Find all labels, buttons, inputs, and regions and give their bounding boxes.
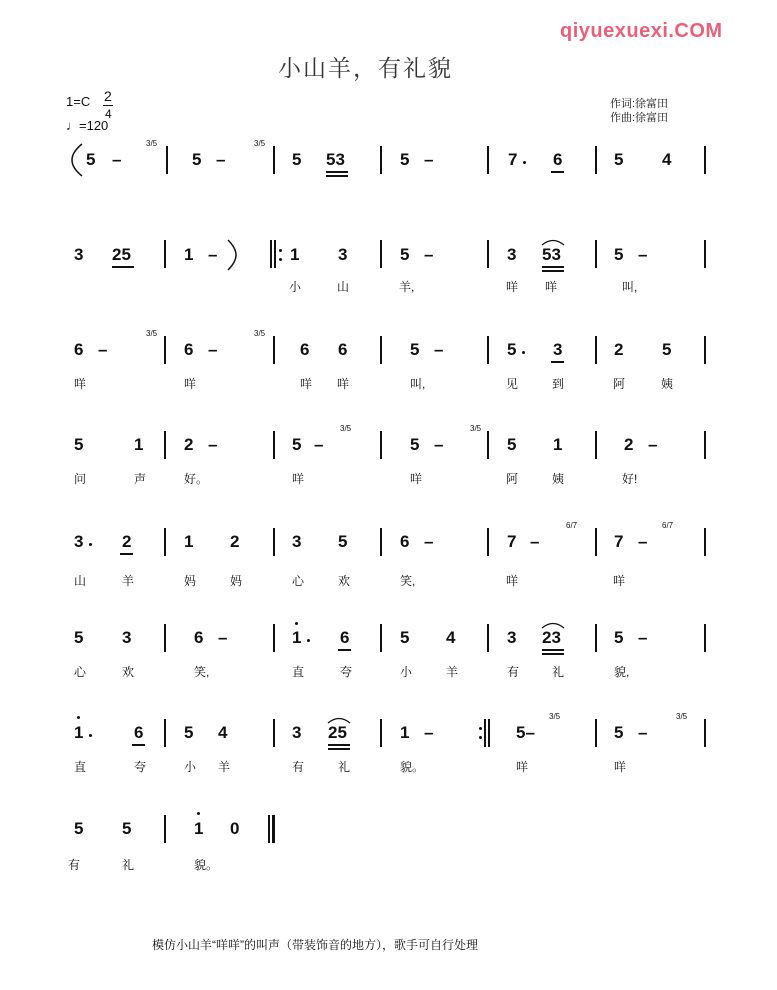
repeat-barline-thin	[484, 719, 486, 747]
barline	[704, 336, 706, 364]
barline	[164, 815, 166, 843]
repeat-dot	[479, 736, 482, 739]
underline	[328, 744, 350, 746]
lyric: 羊	[122, 574, 135, 588]
note: 2	[614, 340, 624, 359]
lyric: 小	[400, 665, 413, 679]
dash: –	[314, 435, 324, 454]
performance-note: 模仿小山羊“咩咩”的叫声（带装饰音的地方），歌手可自行处理	[152, 938, 478, 952]
barline	[595, 431, 597, 459]
note: 5	[86, 150, 96, 169]
repeat-dot	[479, 727, 482, 730]
note: 1	[290, 245, 300, 264]
lyric: 声	[134, 472, 147, 486]
note: 3	[122, 628, 132, 647]
barline	[704, 528, 706, 556]
high-octave-dot	[77, 716, 80, 719]
barline	[164, 336, 166, 364]
barline	[487, 431, 489, 459]
note: 6	[74, 340, 84, 359]
lyric: 有	[68, 858, 81, 872]
note: 3	[292, 532, 302, 551]
tempo-marking	[66, 118, 108, 133]
lyric: 礼	[552, 665, 565, 679]
barline	[273, 146, 275, 174]
final-barline-thin	[268, 815, 270, 843]
barline	[380, 336, 382, 364]
lyric: 叫,	[410, 377, 426, 391]
note: 5	[614, 723, 624, 742]
note: 6	[300, 340, 310, 359]
underline	[112, 266, 134, 268]
note-group: 25	[328, 723, 347, 742]
lyric: 咩	[506, 574, 519, 588]
dash: –	[218, 628, 228, 647]
lyric: 小	[289, 280, 302, 294]
dash: –	[638, 723, 648, 742]
note: 1	[553, 435, 563, 454]
note: 7	[614, 532, 624, 551]
repeat-dot	[279, 258, 282, 261]
note: 5	[338, 532, 348, 551]
barline	[487, 240, 489, 268]
dash: –	[638, 532, 648, 551]
note-group: 25	[112, 245, 131, 264]
lyric: 妈	[184, 574, 197, 588]
repeat-barline-thick	[270, 240, 272, 268]
note: 5	[184, 723, 194, 742]
lyric: 咩	[410, 472, 423, 486]
barline	[595, 624, 597, 652]
lyric: 阿	[506, 472, 519, 486]
lyric: 咩	[516, 760, 529, 774]
barline	[704, 431, 706, 459]
note: 6	[340, 628, 350, 647]
lyric: 到	[552, 377, 565, 391]
barline	[273, 624, 275, 652]
lyric: 姨	[552, 472, 565, 486]
lyric: 礼	[122, 858, 135, 872]
lyric: 见	[506, 377, 519, 391]
tempo-value: =120	[79, 118, 109, 133]
underline	[542, 649, 564, 651]
note: 5	[74, 628, 84, 647]
lyric: 问	[74, 472, 87, 486]
note: 2	[624, 435, 634, 454]
barline	[164, 719, 166, 747]
grace-note: 3/5	[470, 424, 482, 433]
dash: –	[638, 628, 648, 647]
note: 6	[400, 532, 410, 551]
note: 3	[74, 532, 84, 551]
note: 3	[338, 245, 348, 264]
underline	[120, 553, 133, 555]
lyric: 姨	[661, 377, 674, 391]
dash: –	[208, 435, 218, 454]
lyric: 咩	[337, 377, 350, 391]
note: 4	[662, 150, 672, 169]
underline	[551, 171, 564, 173]
underline	[551, 361, 564, 363]
grace-note: 3/5	[254, 139, 266, 148]
grace-note: 3/5	[549, 712, 561, 721]
lyric: 羊	[446, 665, 459, 679]
lyric: 心	[292, 574, 305, 588]
note: 3	[74, 245, 84, 264]
barline	[380, 146, 382, 174]
note: 1	[184, 532, 194, 551]
note: 0	[230, 819, 240, 838]
barline	[704, 240, 706, 268]
note-group: 53	[542, 245, 561, 264]
note: 2	[122, 532, 132, 551]
repeat-barline-thin	[274, 240, 276, 268]
lyric: 直	[74, 760, 87, 774]
note: 5	[507, 435, 517, 454]
time-signature-bottom: 4	[105, 107, 112, 121]
lyric: 羊,	[399, 280, 415, 294]
dash: –	[530, 532, 540, 551]
lyric: 欢	[338, 574, 351, 588]
lyric: 咩	[506, 280, 519, 294]
barline	[380, 528, 382, 556]
dash: –	[434, 340, 444, 359]
note-group: 53	[326, 150, 345, 169]
lyric: 阿	[613, 377, 626, 391]
underline	[542, 270, 564, 272]
barline	[273, 431, 275, 459]
lyric: 夸	[340, 665, 353, 679]
high-octave-dot	[295, 622, 298, 625]
note: 1	[400, 723, 410, 742]
note: 5	[400, 150, 410, 169]
barline	[595, 528, 597, 556]
barline	[595, 146, 597, 174]
grace-note: 3/5	[146, 329, 158, 338]
high-octave-dot	[197, 812, 200, 815]
note: 3	[507, 245, 517, 264]
barline	[595, 719, 597, 747]
dash: –	[424, 245, 434, 264]
barline	[164, 528, 166, 556]
note: 1	[184, 245, 194, 264]
note: 5	[292, 435, 302, 454]
barline	[166, 146, 168, 174]
note: 1	[74, 723, 84, 742]
note: 5	[614, 150, 624, 169]
lyric: 礼	[338, 760, 351, 774]
lyric: 咩	[545, 280, 558, 294]
dot	[522, 351, 525, 354]
lyric: 好。	[184, 472, 209, 486]
note: 6	[184, 340, 194, 359]
note: 1	[134, 435, 144, 454]
dash: –	[424, 532, 434, 551]
lyric: 有	[507, 665, 520, 679]
underline	[328, 748, 350, 750]
grace-note: 3/5	[254, 329, 266, 338]
note: 2	[184, 435, 194, 454]
note: 5	[614, 245, 624, 264]
barline	[380, 719, 382, 747]
note: 6	[553, 150, 563, 169]
note: 3	[507, 628, 517, 647]
note: 3	[292, 723, 302, 742]
lyric: 咩	[300, 377, 313, 391]
lyric: 山	[74, 574, 87, 588]
note: 5	[507, 340, 517, 359]
lyric: 叫,	[622, 280, 638, 294]
lyric: 夸	[134, 760, 147, 774]
underline	[326, 171, 348, 173]
dash: –	[638, 245, 648, 264]
key-signature: 1=C	[66, 94, 91, 109]
note: 5	[74, 435, 84, 454]
grace-note: 3/5	[146, 139, 158, 148]
lyric: 直	[292, 665, 305, 679]
note: 5	[74, 819, 84, 838]
barline	[380, 240, 382, 268]
underline	[132, 744, 145, 746]
lyric: 小	[184, 760, 197, 774]
quarter-note-icon: ♩	[66, 118, 79, 133]
barline	[487, 146, 489, 174]
lyric: 咩	[184, 377, 197, 391]
grace-note: 3/5	[340, 424, 352, 433]
note: 5	[122, 819, 132, 838]
barline	[380, 624, 382, 652]
repeat-dot	[279, 249, 282, 252]
barline	[164, 624, 166, 652]
note: 5	[410, 340, 420, 359]
note: 6	[134, 723, 144, 742]
lyricist: 作词:徐富田	[610, 98, 669, 110]
note: 1	[292, 628, 302, 647]
note: 7	[508, 150, 518, 169]
final-barline-thick	[272, 815, 275, 843]
note: 3	[553, 340, 563, 359]
barline	[273, 528, 275, 556]
lyric: 山	[337, 280, 350, 294]
note: 5–	[516, 723, 535, 742]
barline	[273, 336, 275, 364]
dot	[523, 161, 526, 164]
brace-icon	[70, 142, 84, 178]
lyric: 咩	[74, 377, 87, 391]
lyric: 笑,	[400, 574, 416, 588]
lyric: 貌,	[614, 665, 630, 679]
dash: –	[98, 340, 108, 359]
composer: 作曲:徐富田	[610, 112, 669, 124]
lyric: 好!	[622, 472, 638, 486]
lyric: 咩	[292, 472, 305, 486]
note-group: 23	[542, 628, 561, 647]
note: 4	[446, 628, 456, 647]
dot	[89, 543, 92, 546]
barline	[487, 624, 489, 652]
note: 2	[230, 532, 240, 551]
note: 5	[192, 150, 202, 169]
underline	[542, 653, 564, 655]
note: 5	[662, 340, 672, 359]
note: 5	[400, 245, 410, 264]
dash: –	[208, 340, 218, 359]
barline	[595, 336, 597, 364]
credits	[610, 97, 668, 125]
lyric: 笑,	[194, 665, 210, 679]
underline	[542, 266, 564, 268]
note: 5	[410, 435, 420, 454]
note: 5	[292, 150, 302, 169]
dash: –	[112, 150, 122, 169]
dot	[89, 734, 92, 737]
dash: –	[216, 150, 226, 169]
dash: –	[434, 435, 444, 454]
barline	[487, 528, 489, 556]
repeat-barline-thick	[488, 719, 490, 747]
dash: –	[648, 435, 658, 454]
note: 5	[614, 628, 624, 647]
time-signature-top: 2	[104, 88, 112, 104]
barline	[273, 719, 275, 747]
barline	[595, 240, 597, 268]
grace-note: 3/5	[676, 712, 688, 721]
note: 1	[194, 819, 204, 838]
lyric: 羊	[218, 760, 231, 774]
note: 6	[194, 628, 204, 647]
lyric: 妈	[230, 574, 243, 588]
barline	[164, 431, 166, 459]
time-signature-line	[103, 105, 113, 106]
lyric: 欢	[122, 665, 135, 679]
barline	[164, 240, 166, 268]
dot	[307, 639, 310, 642]
barline	[704, 146, 706, 174]
dash: –	[424, 723, 434, 742]
note: 5	[400, 628, 410, 647]
barline	[704, 624, 706, 652]
brace-close-icon	[226, 238, 238, 272]
barline	[380, 431, 382, 459]
lyric: 咩	[614, 760, 627, 774]
note: 7	[507, 532, 517, 551]
barline	[487, 336, 489, 364]
dash: –	[208, 245, 218, 264]
barline	[704, 719, 706, 747]
underline	[326, 175, 348, 177]
note: 4	[218, 723, 228, 742]
site-watermark: qiyuexuexi.COM	[560, 20, 723, 42]
grace-note: 6/7	[662, 521, 674, 530]
lyric: 心	[74, 665, 87, 679]
lyric: 有	[292, 760, 305, 774]
song-title: 小山羊，有礼貌	[278, 56, 453, 82]
note: 6	[338, 340, 348, 359]
lyric: 咩	[613, 574, 626, 588]
dash: –	[424, 150, 434, 169]
grace-note: 6/7	[566, 521, 578, 530]
lyric: 貌。	[400, 760, 425, 774]
underline	[338, 649, 351, 651]
lyric: 貌。	[194, 858, 219, 872]
